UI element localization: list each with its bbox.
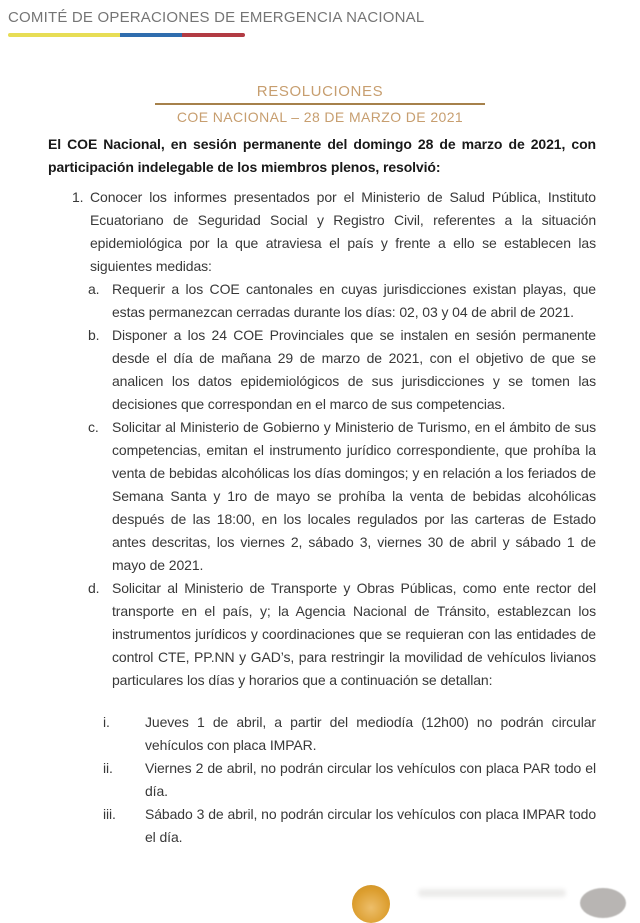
vehicle-schedule-list <box>48 711 596 849</box>
flag-red-segment <box>182 33 245 37</box>
title-block <box>0 82 640 127</box>
flag-yellow-segment <box>8 33 120 37</box>
list-roman: i. <box>103 714 110 730</box>
document-subtitle: COE NACIONAL – 28 DE MARZO DE 2021 <box>176 109 464 125</box>
resolution-text: Conocer los informes presentados por el Ministerio de Salud Pública, Instituto Ecuatoriano de Seguridad Social y Registro Civil, referentes a la situación epidemiológica por la que atraviesa el país y frente a ello se establecen las siguientes medidas: <box>90 189 596 274</box>
faint-logo-text <box>418 889 566 897</box>
document-body <box>48 133 596 849</box>
resolution-item-1 <box>48 186 596 278</box>
list-roman: iii. <box>103 806 116 822</box>
sub-item-text: Solicitar al Ministerio de Transporte y Obras Públicas, como ente rector del transporte en el país, y; la Agencia Nacional de Tránsito, establezcan los instrumentos jurídicos y coordinaciones que se requieran con las entidades de control CTE, PP.NN y GAD’s, para restringir la movilidad de vehículos livianos particulares los días y horarios que a continuación se detallan: <box>112 580 596 688</box>
list-number: 1. <box>72 189 84 205</box>
schedule-text: Sábado 3 de abril, no podrán circular los vehículos con placa IMPAR todo el día. <box>145 806 596 845</box>
flag-blue-segment <box>120 33 182 37</box>
list-letter: b. <box>88 327 100 343</box>
document-header <box>0 0 640 26</box>
organization-title: COMITÉ DE OPERACIONES DE EMERGENCIA NACIONAL <box>8 9 425 26</box>
sub-item-a <box>48 278 596 324</box>
title-underline <box>155 103 485 105</box>
schedule-text: Viernes 2 de abril, no podrán circular los vehículos con placa PAR todo el día. <box>145 760 596 799</box>
sub-item-text: Disponer a los 24 COE Provinciales que se instalen en sesión permanente desde el día de mañana 29 de marzo de 2021, con el objetivo de que se analicen los datos epidemiológicos de sus jurisdicciones y se tomen las decisiones que correspondan en el marco de sus competencias. <box>112 327 596 412</box>
schedule-item-ii <box>48 757 596 803</box>
sub-item-text: Solicitar al Ministerio de Gobierno y Ministerio de Turismo, en el ámbito de sus competencias, emitan el instrumento jurídico correspondiente, que prohíba la venta de bebidas alcohólicas los días domingos; y en relación a los feriados de Semana Santa y 1ro de mayo se prohíba la venta de bebidas alcohólicas después de las 18:00, en los locales regulados por las carteras de Estado antes descritas, los viernes 2, sábado 3, viernes 30 de abril y sábado 1 de mayo de 2021. <box>112 419 596 573</box>
document-title: RESOLUCIONES <box>256 83 384 100</box>
gray-circle-logo <box>580 888 626 918</box>
list-letter: a. <box>88 281 100 297</box>
list-roman: ii. <box>103 760 113 776</box>
list-letter: c. <box>88 419 99 435</box>
sub-item-text: Requerir a los COE cantonales en cuyas jurisdicciones existan playas, que estas permanezcan cerradas durante los días: 02, 03 y 04 de abril de 2021. <box>112 281 596 320</box>
sub-item-d <box>48 577 596 692</box>
ecuador-flag-bar <box>8 33 245 37</box>
schedule-text: Jueves 1 de abril, a partir del mediodía (12h00) no podrán circular vehículos con placa IMPAR. <box>145 714 596 753</box>
intro-paragraph: El COE Nacional, en sesión permanente del domingo 28 de marzo de 2021, con participación indelegable de los miembros plenos, resolvió: <box>48 136 596 175</box>
orange-circle-logo <box>352 885 390 923</box>
sub-item-b <box>48 324 596 416</box>
sub-item-c <box>48 416 596 577</box>
schedule-item-iii <box>48 803 596 849</box>
list-letter: d. <box>88 580 100 596</box>
schedule-item-i <box>48 711 596 757</box>
